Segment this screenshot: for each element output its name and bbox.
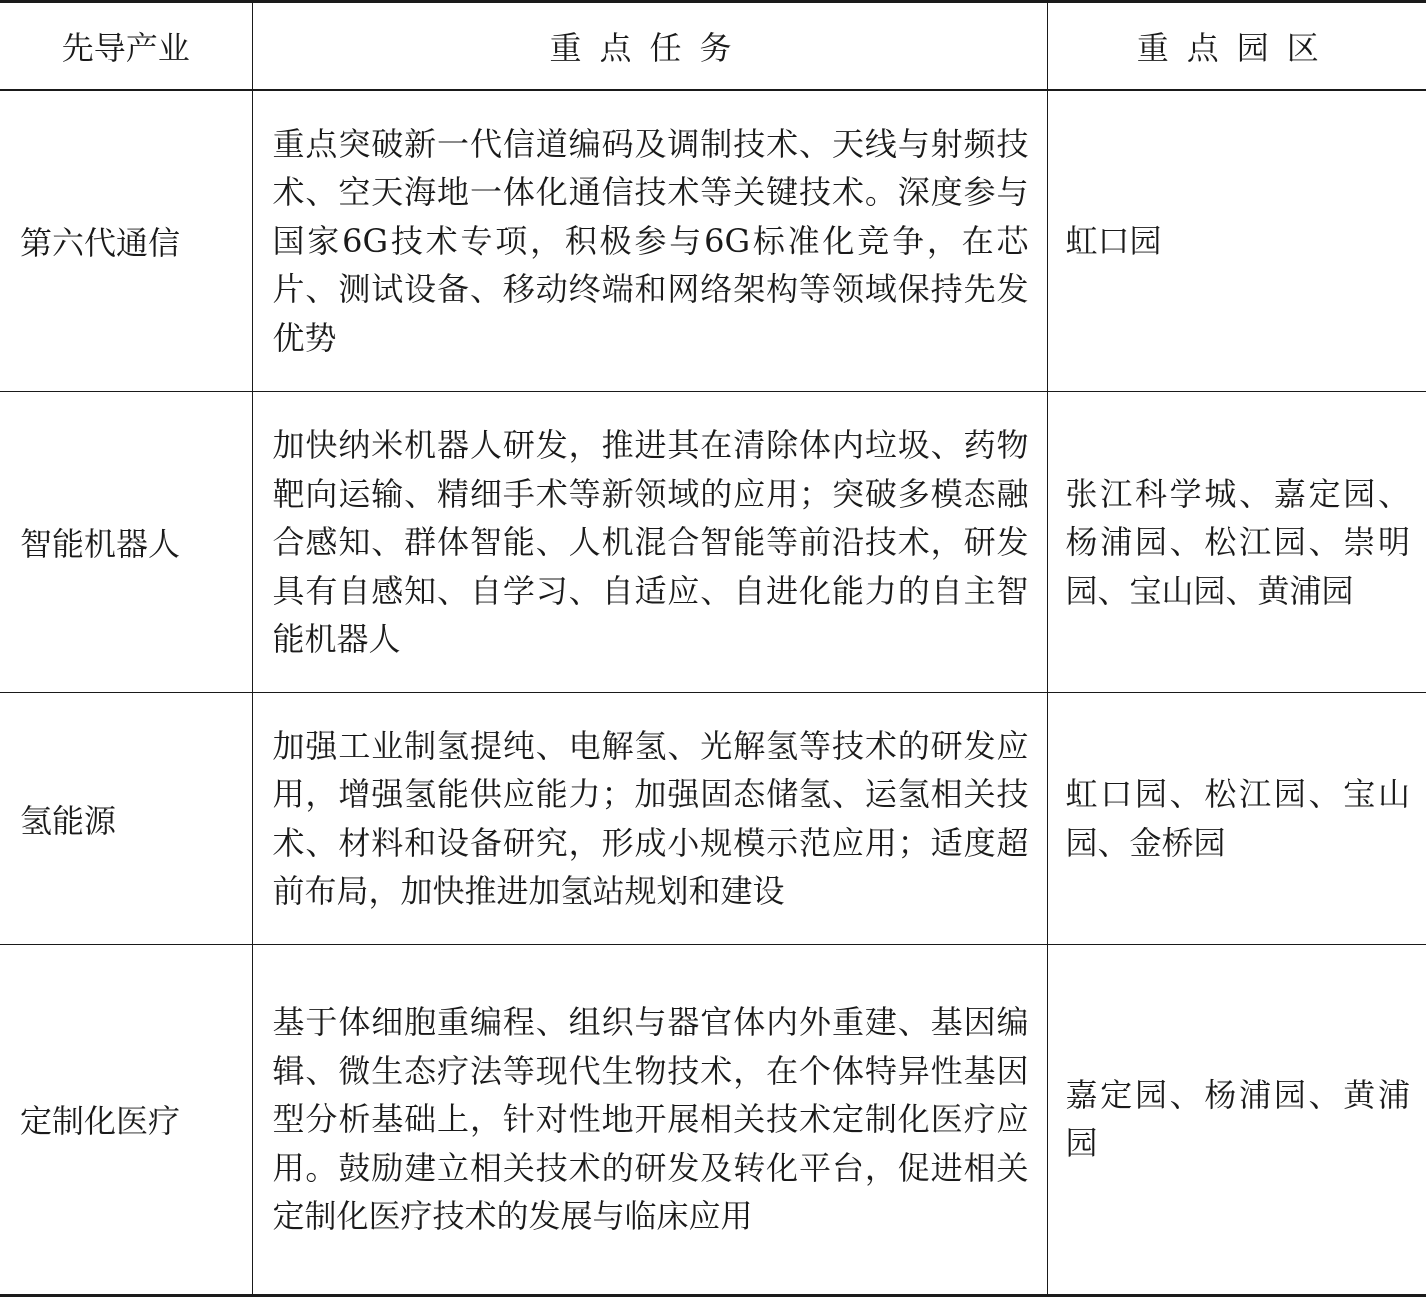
parks-cell: 虹口园、松江园、宝山园、金桥园	[1047, 693, 1426, 944]
tasks-cell: 加快纳米机器人研发，推进其在清除体内垃圾、药物靶向运输、精细手术等新领域的应用；突破多模态融合感知、群体智能、人机混合智能等前沿技术，研发具有自感知、自学习、自适应、自进化能力的自主智能机器人	[252, 392, 1047, 693]
table-row	[0, 693, 1426, 944]
header-industry: 先导产业	[0, 2, 252, 90]
parks-cell: 张江科学城、嘉定园、杨浦园、松江园、崇明园、宝山园、黄浦园	[1047, 392, 1426, 693]
table-row	[0, 944, 1426, 1295]
table-row	[0, 392, 1426, 693]
tasks-cell: 重点突破新一代信道编码及调制技术、天线与射频技术、空天海地一体化通信技术等关键技术。深度参与国家6G技术专项，积极参与6G标准化竞争，在芯片、测试设备、移动终端和网络架构等领域保持先发优势	[252, 90, 1047, 392]
tasks-cell: 加强工业制氢提纯、电解氢、光解氢等技术的研发应用，增强氢能供应能力；加强固态储氢、运氢相关技术、材料和设备研究，形成小规模示范应用；适度超前布局，加快推进加氢站规划和建设	[252, 693, 1047, 944]
parks-cell: 嘉定园、杨浦园、黄浦园	[1047, 944, 1426, 1295]
table-header	[0, 2, 1426, 90]
industry-cell: 智能机器人	[0, 392, 252, 693]
header-tasks: 重点任务	[252, 2, 1047, 90]
table-row	[0, 90, 1426, 392]
parks-cell: 虹口园	[1047, 90, 1426, 392]
industry-cell: 氢能源	[0, 693, 252, 944]
industry-cell: 定制化医疗	[0, 944, 252, 1295]
industry-cell: 第六代通信	[0, 90, 252, 392]
header-row	[0, 2, 1426, 90]
tasks-cell: 基于体细胞重编程、组织与器官体内外重建、基因编辑、微生态疗法等现代生物技术，在个体特异性基因型分析基础上，针对性地开展相关技术定制化医疗应用。鼓励建立相关技术的研发及转化平台，促进相关定制化医疗技术的发展与临床应用	[252, 944, 1047, 1295]
table-body	[0, 90, 1426, 1296]
header-parks: 重点园区	[1047, 2, 1426, 90]
